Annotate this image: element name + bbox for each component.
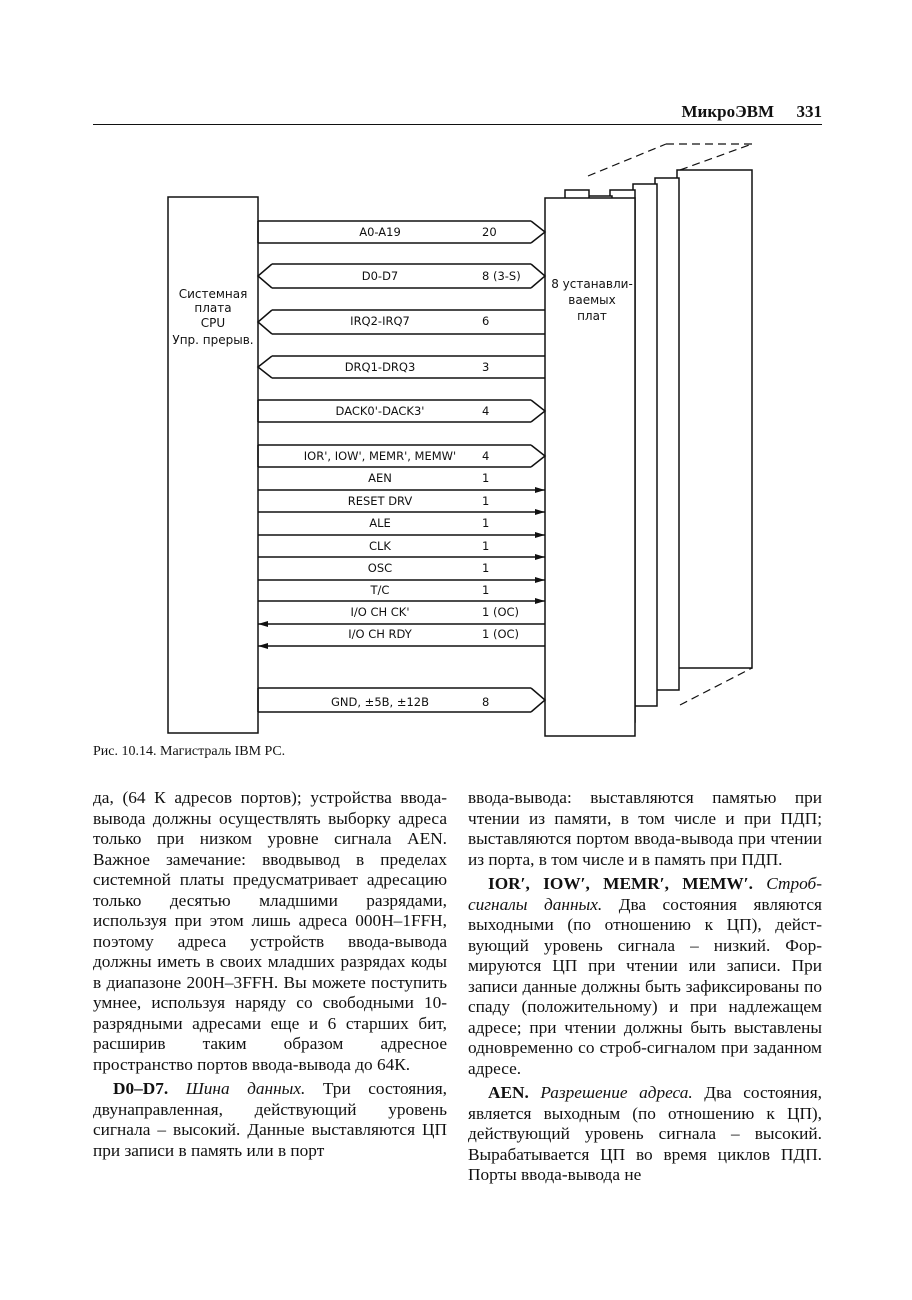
bus-width: 8 (3-S) xyxy=(482,269,521,283)
board-label: 8 устанавли- xyxy=(551,277,633,291)
term-heading: AEN. xyxy=(488,1083,529,1102)
arrowhead xyxy=(258,621,268,627)
bus-width: 1 xyxy=(482,471,490,485)
bus-width: 1 xyxy=(482,516,490,530)
bus-name: ALE xyxy=(369,516,391,530)
arrowhead xyxy=(535,554,545,560)
board-label: плат xyxy=(577,309,607,323)
text-column-left xyxy=(93,788,447,1161)
arrowhead xyxy=(535,509,545,515)
arrowhead xyxy=(535,487,545,493)
paragraph-text: Два состояния, является выходным (по отношению к ЦП), действующий уровень сигнала – высокий. Вырабатывается ЦП во время циклов ПДП. Порты ввода-вывода не xyxy=(468,1083,822,1184)
arrowhead xyxy=(535,532,545,538)
system-board-box xyxy=(168,197,258,733)
bus-name: OSC xyxy=(367,561,393,575)
bus-name: DACK0'-DACK3' xyxy=(335,404,425,418)
system-board-label: плата xyxy=(194,301,232,315)
bus-name: GND, ±5В, ±12В xyxy=(331,695,429,709)
term-definition: Строб-сигналы данных. xyxy=(468,874,822,914)
paragraph-text: Три состояния, двунаправленная, действующий уровень сигнала – высокий. Данные выставляются ЦП при записи в память или в порт xyxy=(93,1079,447,1160)
bus-name: D0-D7 xyxy=(361,269,399,283)
bus-name: I/O CH CK' xyxy=(350,605,410,619)
bus-name: AEN xyxy=(368,471,392,485)
bus-outline xyxy=(258,221,545,243)
paragraph xyxy=(93,1079,447,1161)
expansion-boards xyxy=(545,170,752,736)
bus-width: 1 xyxy=(482,539,490,553)
arrowhead xyxy=(535,598,545,604)
paragraph: да, (64 К адресов портов); устройства ввода-вывода должны осуществлять выборку адреса только при низком уровне сигнала AEN. Важное замечание: вводвывод в пределах системной платы предусматривает адресацию только десятью младшими разрядами, используя при этом лишь адреса 000H–1FFH, поэтому адреса устройств ввода-вывода должны иметь в своих младших разрядах коды в диапазоне 200H–3FFH. Вы можете поступить умнее, используя наряду со свободными 10-разрядными адресами еще и 6 старших бит, расширив таким образом адресное пространство портов ввода-вывода до 64К. xyxy=(93,788,447,1074)
bus-width: 1 xyxy=(482,583,490,597)
bus-width: 1 xyxy=(482,561,490,575)
paragraph: ввода-вывода: выставляются памятью при чтении из памяти, в том числе и при ПДП; выставляются портом ввода-вывода при чтении из порта, в том числе и в память при ПДП. xyxy=(468,788,822,869)
running-title: МикроЭВМ xyxy=(681,102,774,121)
paragraph-text: Два состояния являются выходными (по отношению к ЦП), действующий уровень сигнала – низкий. Формируются ЦП при чтении или записи. При записи данные должны быть зафиксированы по спаду (положительному) и при надлежащем адресе; при чтении должны быть выставлены одновременно со строб-сигналом при заданном адресе. xyxy=(468,894,822,1078)
bus-name: T/C xyxy=(370,583,390,597)
bus-lines xyxy=(258,221,545,712)
text-column-right xyxy=(468,788,822,1186)
term-heading: IOR′, IOW′, MEMR′, MEMW′. xyxy=(488,874,753,893)
bus-name: IOR', IOW', MEMR', MEMW' xyxy=(303,449,457,463)
system-board-label: Упр. прерыв. xyxy=(172,333,254,347)
bus-width: 4 xyxy=(482,449,490,463)
bus-width: 6 xyxy=(482,314,490,328)
paragraph xyxy=(468,1083,822,1186)
bus-name: A0-A19 xyxy=(359,225,401,239)
page-number: 331 xyxy=(796,102,822,121)
bus-width: 1 xyxy=(482,494,490,508)
paragraph xyxy=(468,874,822,1079)
bus-name: I/O CH RDY xyxy=(348,627,412,641)
term-heading: D0–D7. xyxy=(113,1079,169,1098)
bus-width: 1 (OC) xyxy=(482,627,520,641)
bus-name: CLK xyxy=(369,539,391,553)
bus-width: 8 xyxy=(482,695,490,709)
bus-name: RESET DRV xyxy=(347,494,413,508)
bus-width: 4 xyxy=(482,404,490,418)
term-definition: Шина данных. xyxy=(185,1079,306,1098)
bus-name: IRQ2-IRQ7 xyxy=(350,314,410,328)
bus-width: 20 xyxy=(482,225,497,239)
system-board-label: Системная xyxy=(178,287,248,301)
figure-caption: Рис. 10.14. Магистраль IBM PC. xyxy=(93,744,286,759)
system-board-label: CPU xyxy=(200,316,226,330)
term-definition: Разрешение адреса. xyxy=(540,1083,693,1102)
bus-width: 1 (OC) xyxy=(482,605,520,619)
arrowhead xyxy=(535,577,545,583)
board-label: ваемых xyxy=(568,293,616,307)
bus-name: DRQ1-DRQ3 xyxy=(344,360,416,374)
arrowhead xyxy=(258,643,268,649)
bus-width: 3 xyxy=(482,360,490,374)
